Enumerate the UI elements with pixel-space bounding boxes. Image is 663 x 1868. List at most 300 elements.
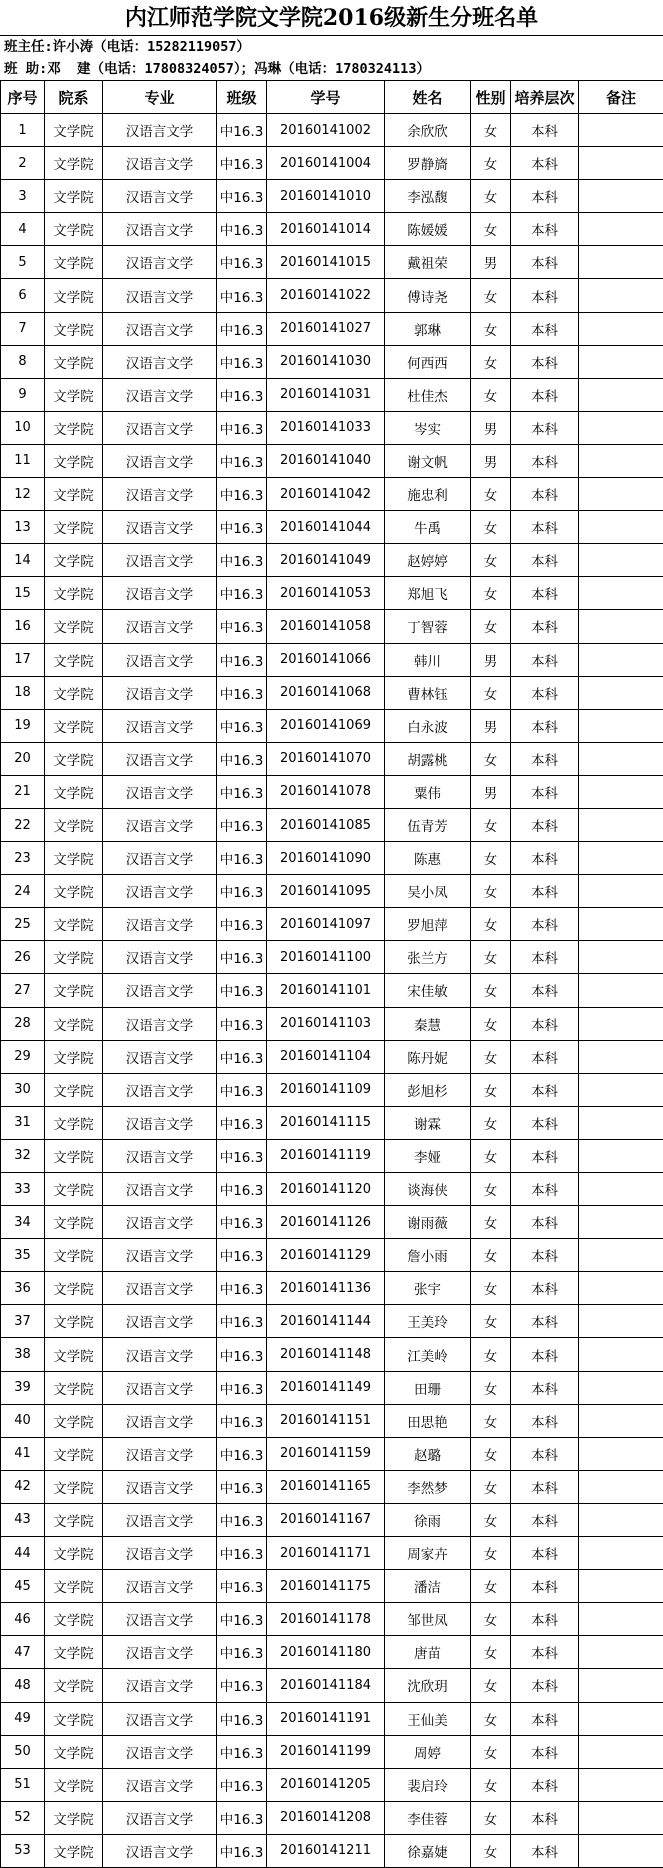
cell-major: 汉语言文学 [103,1702,217,1735]
cell-class: 中16.3 [217,1305,267,1338]
table-row [1,511,663,544]
cell-level: 本科 [511,147,579,180]
table-row [1,1106,663,1139]
cell-major: 汉语言文学 [103,1106,217,1139]
cell-remarks [579,1040,663,1073]
cell-department: 文学院 [45,875,103,908]
cell-seq: 2 [1,147,45,180]
cell-name: 丁智蓉 [385,610,471,643]
cell-name: 赵婷婷 [385,544,471,577]
cell-student-id: 20160141120 [267,1173,385,1206]
cell-student-id: 20160141101 [267,974,385,1007]
cell-seq: 5 [1,246,45,279]
cell-name: 裴启玲 [385,1768,471,1801]
cell-student-id: 20160141175 [267,1570,385,1603]
cell-department: 文学院 [45,1139,103,1172]
cell-seq: 4 [1,213,45,246]
cell-class: 中16.3 [217,378,267,411]
cell-major: 汉语言文学 [103,709,217,742]
cell-class: 中16.3 [217,544,267,577]
cell-remarks [579,511,663,544]
cell-student-id: 20160141119 [267,1139,385,1172]
cell-major: 汉语言文学 [103,1139,217,1172]
cell-remarks [579,1272,663,1305]
cell-seq: 45 [1,1570,45,1603]
cell-student-id: 20160141044 [267,511,385,544]
cell-seq: 53 [1,1834,45,1867]
cell-student-id: 20160141095 [267,875,385,908]
cell-student-id: 20160141042 [267,478,385,511]
cell-remarks [579,1801,663,1834]
cell-name: 王美玲 [385,1305,471,1338]
cell-remarks [579,1106,663,1139]
col-header-name: 姓名 [385,81,471,114]
cell-department: 文学院 [45,1404,103,1437]
cell-student-id: 20160141184 [267,1669,385,1702]
cell-class: 中16.3 [217,1239,267,1272]
cell-student-id: 20160141171 [267,1537,385,1570]
cell-level: 本科 [511,1834,579,1867]
cell-remarks [579,312,663,345]
cell-gender: 女 [471,147,511,180]
cell-seq: 1 [1,114,45,147]
cell-level: 本科 [511,411,579,444]
cell-name: 杜佳杰 [385,378,471,411]
cell-department: 文学院 [45,1338,103,1371]
cell-remarks [579,1173,663,1206]
cell-name: 李然梦 [385,1470,471,1503]
cell-student-id: 20160141191 [267,1702,385,1735]
cell-major: 汉语言文学 [103,478,217,511]
cell-class: 中16.3 [217,742,267,775]
cell-remarks [579,908,663,941]
cell-remarks [579,1503,663,1536]
cell-major: 汉语言文学 [103,511,217,544]
cell-class: 中16.3 [217,1173,267,1206]
table-row [1,378,663,411]
cell-student-id: 20160141211 [267,1834,385,1867]
cell-major: 汉语言文学 [103,941,217,974]
cell-gender: 女 [471,1305,511,1338]
cell-student-id: 20160141167 [267,1503,385,1536]
cell-remarks [579,1702,663,1735]
table-row [1,246,663,279]
cell-seq: 50 [1,1735,45,1768]
cell-class: 中16.3 [217,1470,267,1503]
cell-level: 本科 [511,875,579,908]
cell-student-id: 20160141115 [267,1106,385,1139]
cell-student-id: 20160141014 [267,213,385,246]
cell-seq: 46 [1,1603,45,1636]
cell-gender: 女 [471,180,511,213]
cell-remarks [579,1404,663,1437]
cell-student-id: 20160141068 [267,676,385,709]
cell-remarks [579,114,663,147]
cell-remarks [579,478,663,511]
cell-student-id: 20160141165 [267,1470,385,1503]
cell-name: 张兰方 [385,941,471,974]
cell-department: 文学院 [45,411,103,444]
cell-seq: 7 [1,312,45,345]
table-row [1,1801,663,1834]
cell-department: 文学院 [45,1702,103,1735]
cell-level: 本科 [511,1239,579,1272]
cell-gender: 女 [471,842,511,875]
cell-gender: 女 [471,1636,511,1669]
cell-name: 徐嘉婕 [385,1834,471,1867]
cell-level: 本科 [511,246,579,279]
table-row [1,279,663,312]
cell-student-id: 20160141205 [267,1768,385,1801]
cell-gender: 女 [471,577,511,610]
cell-name: 谢文帆 [385,444,471,477]
cell-student-id: 20160141100 [267,941,385,974]
table-row [1,1768,663,1801]
table-row [1,1437,663,1470]
cell-major: 汉语言文学 [103,1173,217,1206]
cell-name: 胡露桃 [385,742,471,775]
cell-class: 中16.3 [217,1007,267,1040]
cell-major: 汉语言文学 [103,610,217,643]
cell-seq: 47 [1,1636,45,1669]
cell-department: 文学院 [45,478,103,511]
cell-gender: 女 [471,312,511,345]
cell-name: 曹林钰 [385,676,471,709]
cell-class: 中16.3 [217,1206,267,1239]
cell-department: 文学院 [45,180,103,213]
cell-seq: 34 [1,1206,45,1239]
cell-class: 中16.3 [217,1834,267,1867]
cell-department: 文学院 [45,1272,103,1305]
cell-department: 文学院 [45,1735,103,1768]
cell-name: 李佳蓉 [385,1801,471,1834]
cell-department: 文学院 [45,378,103,411]
cell-seq: 6 [1,279,45,312]
cell-gender: 女 [471,1173,511,1206]
cell-department: 文学院 [45,1040,103,1073]
cell-remarks [579,742,663,775]
cell-class: 中16.3 [217,345,267,378]
cell-remarks [579,213,663,246]
cell-department: 文学院 [45,610,103,643]
table-row [1,478,663,511]
cell-major: 汉语言文学 [103,1636,217,1669]
cell-remarks [579,842,663,875]
cell-name: 唐苗 [385,1636,471,1669]
cell-department: 文学院 [45,709,103,742]
cell-gender: 男 [471,246,511,279]
table-row [1,709,663,742]
col-header-student-id: 学号 [267,81,385,114]
cell-student-id: 20160141030 [267,345,385,378]
cell-class: 中16.3 [217,577,267,610]
cell-student-id: 20160141010 [267,180,385,213]
cell-level: 本科 [511,180,579,213]
cell-class: 中16.3 [217,1503,267,1536]
cell-major: 汉语言文学 [103,1338,217,1371]
cell-class: 中16.3 [217,808,267,841]
cell-remarks [579,1305,663,1338]
cell-class: 中16.3 [217,1603,267,1636]
cell-major: 汉语言文学 [103,213,217,246]
cell-department: 文学院 [45,577,103,610]
cell-remarks [579,246,663,279]
cell-name: 谢雨薇 [385,1206,471,1239]
cell-seq: 36 [1,1272,45,1305]
cell-department: 文学院 [45,1073,103,1106]
cell-remarks [579,1636,663,1669]
table-row [1,1636,663,1669]
cell-gender: 女 [471,1007,511,1040]
table-row [1,213,663,246]
cell-gender: 男 [471,411,511,444]
cell-department: 文学院 [45,775,103,808]
table-row [1,444,663,477]
cell-gender: 女 [471,1801,511,1834]
cell-level: 本科 [511,213,579,246]
cell-gender: 女 [471,1139,511,1172]
cell-level: 本科 [511,114,579,147]
cell-class: 中16.3 [217,1073,267,1106]
cell-class: 中16.3 [217,1272,267,1305]
cell-class: 中16.3 [217,114,267,147]
cell-level: 本科 [511,378,579,411]
cell-level: 本科 [511,1371,579,1404]
cell-gender: 女 [471,974,511,1007]
cell-name: 岑实 [385,411,471,444]
cell-major: 汉语言文学 [103,1371,217,1404]
cell-class: 中16.3 [217,279,267,312]
table-row [1,577,663,610]
cell-gender: 女 [471,742,511,775]
cell-student-id: 20160141078 [267,775,385,808]
cell-major: 汉语言文学 [103,1470,217,1503]
cell-student-id: 20160141151 [267,1404,385,1437]
cell-remarks [579,544,663,577]
cell-remarks [579,378,663,411]
cell-name: 李娅 [385,1139,471,1172]
cell-major: 汉语言文学 [103,875,217,908]
cell-level: 本科 [511,1305,579,1338]
cell-student-id: 20160141085 [267,808,385,841]
table-row [1,974,663,1007]
cell-name: 张宇 [385,1272,471,1305]
cell-major: 汉语言文学 [103,180,217,213]
cell-department: 文学院 [45,1106,103,1139]
cell-name: 潘洁 [385,1570,471,1603]
cell-class: 中16.3 [217,1702,267,1735]
cell-gender: 女 [471,1735,511,1768]
table-row [1,1371,663,1404]
cell-major: 汉语言文学 [103,345,217,378]
cell-remarks [579,1239,663,1272]
cell-level: 本科 [511,1007,579,1040]
cell-seq: 33 [1,1173,45,1206]
cell-major: 汉语言文学 [103,1801,217,1834]
cell-department: 文学院 [45,908,103,941]
cell-class: 中16.3 [217,610,267,643]
cell-level: 本科 [511,577,579,610]
cell-remarks [579,411,663,444]
cell-level: 本科 [511,1173,579,1206]
cell-gender: 男 [471,444,511,477]
cell-major: 汉语言文学 [103,1834,217,1867]
cell-department: 文学院 [45,742,103,775]
cell-class: 中16.3 [217,180,267,213]
cell-department: 文学院 [45,808,103,841]
cell-seq: 48 [1,1669,45,1702]
cell-department: 文学院 [45,1206,103,1239]
cell-level: 本科 [511,742,579,775]
cell-seq: 24 [1,875,45,908]
cell-class: 中16.3 [217,1139,267,1172]
cell-department: 文学院 [45,1470,103,1503]
cell-student-id: 20160141104 [267,1040,385,1073]
cell-level: 本科 [511,842,579,875]
table-row [1,1503,663,1536]
cell-level: 本科 [511,1470,579,1503]
cell-major: 汉语言文学 [103,742,217,775]
cell-major: 汉语言文学 [103,1404,217,1437]
cell-class: 中16.3 [217,213,267,246]
cell-major: 汉语言文学 [103,1603,217,1636]
cell-remarks [579,974,663,1007]
cell-seq: 37 [1,1305,45,1338]
cell-level: 本科 [511,544,579,577]
cell-class: 中16.3 [217,974,267,1007]
cell-class: 中16.3 [217,312,267,345]
table-row [1,643,663,676]
cell-major: 汉语言文学 [103,1239,217,1272]
cell-seq: 51 [1,1768,45,1801]
cell-student-id: 20160141103 [267,1007,385,1040]
cell-seq: 42 [1,1470,45,1503]
cell-remarks [579,147,663,180]
cell-name: 牛禹 [385,511,471,544]
cell-seq: 10 [1,411,45,444]
cell-name: 陈媛媛 [385,213,471,246]
cell-name: 宋佳敏 [385,974,471,1007]
cell-name: 粟伟 [385,775,471,808]
cell-name: 徐雨 [385,1503,471,1536]
cell-level: 本科 [511,1537,579,1570]
cell-gender: 女 [471,1702,511,1735]
cell-gender: 女 [471,1272,511,1305]
cell-name: 赵璐 [385,1437,471,1470]
cell-level: 本科 [511,1073,579,1106]
cell-level: 本科 [511,1702,579,1735]
cell-seq: 44 [1,1537,45,1570]
cell-name: 施忠利 [385,478,471,511]
cell-level: 本科 [511,974,579,1007]
cell-gender: 女 [471,875,511,908]
cell-remarks [579,1338,663,1371]
cell-remarks [579,1206,663,1239]
col-header-remarks: 备注 [579,81,663,114]
cell-department: 文学院 [45,1603,103,1636]
cell-gender: 女 [471,941,511,974]
cell-remarks [579,1537,663,1570]
table-row [1,1272,663,1305]
cell-department: 文学院 [45,114,103,147]
cell-level: 本科 [511,941,579,974]
table-row [1,1834,663,1867]
cell-seq: 11 [1,444,45,477]
cell-student-id: 20160141090 [267,842,385,875]
cell-student-id: 20160141109 [267,1073,385,1106]
cell-department: 文学院 [45,345,103,378]
cell-department: 文学院 [45,1305,103,1338]
cell-seq: 30 [1,1073,45,1106]
cell-student-id: 20160141097 [267,908,385,941]
table-row [1,1173,663,1206]
cell-remarks [579,709,663,742]
cell-major: 汉语言文学 [103,676,217,709]
cell-level: 本科 [511,478,579,511]
table-row [1,1305,663,1338]
table-row [1,1073,663,1106]
cell-major: 汉语言文学 [103,908,217,941]
cell-seq: 22 [1,808,45,841]
cell-student-id: 20160141069 [267,709,385,742]
cell-level: 本科 [511,610,579,643]
cell-level: 本科 [511,1669,579,1702]
cell-level: 本科 [511,1437,579,1470]
cell-level: 本科 [511,1139,579,1172]
cell-student-id: 20160141066 [267,643,385,676]
cell-major: 汉语言文学 [103,1305,217,1338]
cell-seq: 21 [1,775,45,808]
cell-major: 汉语言文学 [103,1437,217,1470]
cell-gender: 女 [471,1371,511,1404]
cell-class: 中16.3 [217,941,267,974]
cell-remarks [579,1371,663,1404]
cell-department: 文学院 [45,1007,103,1040]
cell-remarks [579,1007,663,1040]
cell-major: 汉语言文学 [103,114,217,147]
cell-major: 汉语言文学 [103,808,217,841]
cell-name: 罗静旖 [385,147,471,180]
cell-remarks [579,180,663,213]
cell-seq: 9 [1,378,45,411]
col-header-department: 院系 [45,81,103,114]
cell-major: 汉语言文学 [103,842,217,875]
cell-class: 中16.3 [217,411,267,444]
cell-level: 本科 [511,643,579,676]
cell-seq: 15 [1,577,45,610]
cell-class: 中16.3 [217,444,267,477]
cell-seq: 25 [1,908,45,941]
cell-seq: 49 [1,1702,45,1735]
cell-remarks [579,345,663,378]
cell-gender: 女 [471,1106,511,1139]
cell-remarks [579,279,663,312]
cell-class: 中16.3 [217,908,267,941]
cell-level: 本科 [511,1636,579,1669]
cell-department: 文学院 [45,1636,103,1669]
cell-remarks [579,1669,663,1702]
cell-name: 田珊 [385,1371,471,1404]
cell-student-id: 20160141053 [267,577,385,610]
cell-class: 中16.3 [217,1570,267,1603]
cell-department: 文学院 [45,1768,103,1801]
cell-gender: 女 [471,1470,511,1503]
table-row [1,180,663,213]
cell-major: 汉语言文学 [103,643,217,676]
cell-class: 中16.3 [217,1338,267,1371]
cell-level: 本科 [511,511,579,544]
cell-student-id: 20160141015 [267,246,385,279]
